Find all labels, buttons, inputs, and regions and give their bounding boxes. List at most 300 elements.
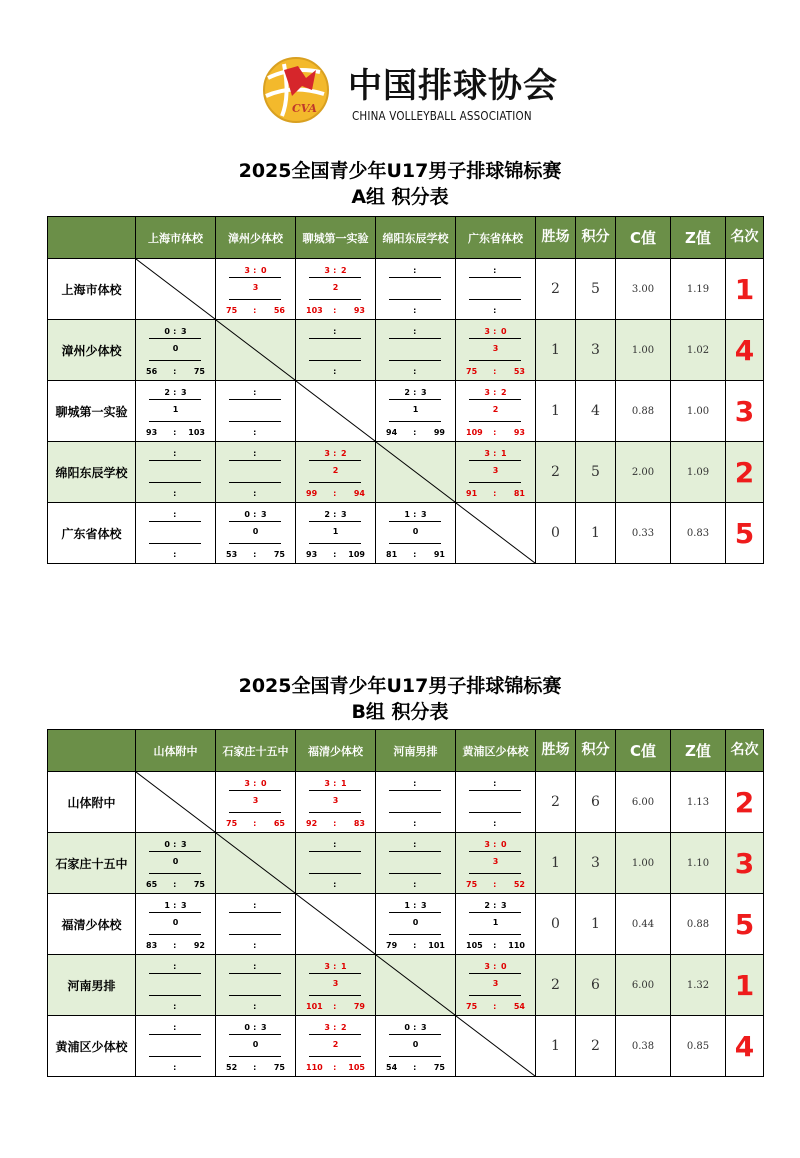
score-separator: : xyxy=(413,1023,417,1032)
score-separator: : xyxy=(333,306,337,315)
z-value: 0.88 xyxy=(671,894,726,955)
points-scored: 110 xyxy=(306,1063,323,1072)
match-score xyxy=(216,772,295,832)
score-separator: : xyxy=(173,510,177,519)
score-separator: : xyxy=(413,880,417,889)
rally-points xyxy=(296,1063,375,1073)
match-score xyxy=(376,381,455,441)
match-points: 2 xyxy=(492,405,499,414)
diagonal-line xyxy=(456,1016,535,1076)
org-name-cn: 中国排球协会 xyxy=(348,66,558,106)
divider-line xyxy=(149,338,201,339)
score-separator: : xyxy=(493,901,497,910)
divider-line xyxy=(229,399,281,400)
divider-line xyxy=(149,912,201,913)
rally-points xyxy=(456,367,535,377)
points-scored: 75 xyxy=(466,367,478,376)
score-separator: : xyxy=(333,1063,337,1072)
set-score xyxy=(376,266,455,276)
divider-line xyxy=(309,995,361,996)
score-separator: : xyxy=(493,819,497,828)
score-separator: : xyxy=(413,550,417,559)
rally-points xyxy=(216,489,295,499)
sets-won: 3 xyxy=(484,388,490,397)
match-score-cell xyxy=(456,259,536,320)
divider-line xyxy=(389,873,441,874)
set-score xyxy=(216,962,295,972)
score-separator: : xyxy=(333,1023,337,1032)
match-score xyxy=(216,442,295,502)
score-separator: : xyxy=(493,941,497,950)
diagonal-line xyxy=(456,503,535,563)
match-score-cell xyxy=(296,320,376,381)
z-value: 1.19 xyxy=(671,259,726,320)
match-points: 0 xyxy=(412,918,419,927)
sets-won: 3 xyxy=(324,779,330,788)
self-match-cell xyxy=(376,955,456,1016)
score-separator: : xyxy=(173,840,177,849)
points-scored: 103 xyxy=(306,306,323,315)
divider-line xyxy=(309,338,361,339)
score-separator: : xyxy=(253,266,257,275)
points-scored: 81 xyxy=(386,550,398,559)
points-conceded: 103 xyxy=(188,428,205,437)
set-score xyxy=(136,510,215,520)
self-match-cell xyxy=(216,320,296,381)
match-score xyxy=(376,833,455,893)
match-score-cell xyxy=(136,320,216,381)
sets-lost: 3 xyxy=(181,388,187,397)
column-header-team: 福清少体校 xyxy=(296,730,376,772)
set-score xyxy=(136,840,215,850)
sets-won: 2 xyxy=(324,510,330,519)
c-value: 2.00 xyxy=(616,442,671,503)
c-value: 0.38 xyxy=(616,1016,671,1077)
self-match-cell xyxy=(136,772,216,833)
volleyball-logo-icon xyxy=(262,56,330,124)
match-score xyxy=(136,320,215,380)
match-score-cell xyxy=(136,833,216,894)
match-score xyxy=(376,503,455,563)
c-value: 6.00 xyxy=(616,955,671,1016)
match-score-cell xyxy=(296,503,376,564)
table-row xyxy=(48,503,764,564)
row-team-name: 聊城第一实验 xyxy=(48,381,136,442)
diagonal-line xyxy=(296,381,375,441)
row-team-name: 漳州少体校 xyxy=(48,320,136,381)
divider-line xyxy=(229,460,281,461)
rally-points xyxy=(296,306,375,316)
rally-points xyxy=(216,428,295,438)
rally-points xyxy=(296,1002,375,1012)
match-points: 0 xyxy=(252,1040,259,1049)
rally-points xyxy=(216,1002,295,1012)
score-separator: : xyxy=(333,840,337,849)
sets-won: 0 xyxy=(164,840,170,849)
match-score xyxy=(136,381,215,441)
set-score xyxy=(136,1023,215,1033)
sets-lost: 0 xyxy=(501,327,507,336)
set-score xyxy=(456,266,535,276)
points-conceded: 54 xyxy=(513,1002,525,1011)
divider-line xyxy=(149,399,201,400)
set-score xyxy=(136,327,215,337)
column-header-team: 广东省体校 xyxy=(456,217,536,259)
match-score-cell xyxy=(456,772,536,833)
match-score-cell xyxy=(296,259,376,320)
column-header-points: 积分 xyxy=(576,217,616,259)
match-score xyxy=(456,259,535,319)
rally-points xyxy=(456,306,535,316)
divider-line xyxy=(229,934,281,935)
set-score xyxy=(376,901,455,911)
set-score xyxy=(296,840,375,850)
set-score xyxy=(216,449,295,459)
rally-points xyxy=(136,550,215,560)
divider-line xyxy=(309,460,361,461)
set-score xyxy=(456,449,535,459)
divider-line xyxy=(469,873,521,874)
group-a-subtitle: A组 积分表 xyxy=(351,186,449,208)
sets-lost: 0 xyxy=(261,779,267,788)
rank-value: 1 xyxy=(726,955,764,1016)
points-conceded: 52 xyxy=(513,880,525,889)
sets-lost: 0 xyxy=(501,962,507,971)
rank-value: 5 xyxy=(726,503,764,564)
rank-value: 4 xyxy=(726,1016,764,1077)
match-score xyxy=(216,1016,295,1076)
points-value: 1 xyxy=(576,894,616,955)
divider-line xyxy=(389,812,441,813)
score-separator: : xyxy=(173,367,177,376)
sets-lost: 3 xyxy=(421,510,427,519)
divider-line xyxy=(149,1056,201,1057)
points-conceded: 75 xyxy=(273,1063,285,1072)
divider-line xyxy=(229,1056,281,1057)
divider-line xyxy=(389,934,441,935)
divider-line xyxy=(469,973,521,974)
divider-line xyxy=(229,521,281,522)
sets-won: 3 xyxy=(484,840,490,849)
z-value: 1.10 xyxy=(671,833,726,894)
c-value: 1.00 xyxy=(616,320,671,381)
rally-points xyxy=(456,941,535,951)
match-score xyxy=(456,772,535,832)
divider-line xyxy=(309,360,361,361)
match-score xyxy=(136,1016,215,1076)
column-header-rank: 名次 xyxy=(726,217,764,259)
column-header-team: 上海市体校 xyxy=(136,217,216,259)
points-conceded: 99 xyxy=(433,428,445,437)
match-points: 2 xyxy=(332,283,339,292)
score-separator: : xyxy=(413,819,417,828)
match-points: 2 xyxy=(332,466,339,475)
points-scored: 56 xyxy=(146,367,158,376)
match-score xyxy=(216,503,295,563)
match-points: 3 xyxy=(492,857,499,866)
sets-lost: 3 xyxy=(181,327,187,336)
divider-line xyxy=(469,360,521,361)
column-header-c-value: C值 xyxy=(616,217,671,259)
points-scored: 93 xyxy=(306,550,318,559)
column-header-team: 石家庄十五中 xyxy=(216,730,296,772)
match-score xyxy=(296,955,375,1015)
score-separator: : xyxy=(493,367,497,376)
rally-points xyxy=(136,1063,215,1073)
column-header-team: 黄浦区少体校 xyxy=(456,730,536,772)
points-scored: 75 xyxy=(466,880,478,889)
score-separator: : xyxy=(173,901,177,910)
match-score xyxy=(296,772,375,832)
sets-lost: 1 xyxy=(341,779,347,788)
score-separator: : xyxy=(493,306,497,315)
table-row xyxy=(48,442,764,503)
score-separator: : xyxy=(173,1063,177,1072)
column-header-wins: 胜场 xyxy=(536,217,576,259)
score-separator: : xyxy=(333,327,337,336)
points-conceded: 92 xyxy=(193,941,205,950)
z-value: 1.32 xyxy=(671,955,726,1016)
sets-lost: 3 xyxy=(261,510,267,519)
group-b-subtitle: B组 积分表 xyxy=(351,701,449,723)
points-value: 3 xyxy=(576,833,616,894)
match-points: 3 xyxy=(332,979,339,988)
divider-line xyxy=(389,1034,441,1035)
set-score xyxy=(376,840,455,850)
rank-value: 4 xyxy=(726,320,764,381)
match-score-cell xyxy=(216,259,296,320)
score-separator: : xyxy=(253,306,257,315)
divider-line xyxy=(229,543,281,544)
score-separator: : xyxy=(253,1063,257,1072)
set-score xyxy=(376,1023,455,1033)
score-separator: : xyxy=(173,489,177,498)
column-header-team: 山体附中 xyxy=(136,730,216,772)
points-scored: 52 xyxy=(226,1063,238,1072)
group-b-title-block xyxy=(0,673,800,725)
rank-value: 1 xyxy=(726,259,764,320)
score-separator: : xyxy=(173,550,177,559)
points-conceded: 79 xyxy=(353,1002,365,1011)
match-score xyxy=(296,259,375,319)
divider-line xyxy=(229,482,281,483)
set-score xyxy=(376,779,455,789)
match-score xyxy=(216,259,295,319)
rally-points xyxy=(456,428,535,438)
divider-line xyxy=(389,851,441,852)
rally-points xyxy=(376,819,455,829)
table-row xyxy=(48,833,764,894)
rally-points xyxy=(136,1002,215,1012)
divider-line xyxy=(309,543,361,544)
header-row xyxy=(48,217,764,259)
points-conceded: 65 xyxy=(273,819,285,828)
rally-points xyxy=(296,550,375,560)
sets-lost: 3 xyxy=(181,901,187,910)
score-separator: : xyxy=(333,962,337,971)
score-separator: : xyxy=(253,550,257,559)
divider-line xyxy=(389,1056,441,1057)
table-row xyxy=(48,1016,764,1077)
divider-line xyxy=(389,299,441,300)
divider-line xyxy=(469,995,521,996)
table-row xyxy=(48,894,764,955)
match-score xyxy=(376,320,455,380)
row-team-name: 山体附中 xyxy=(48,772,136,833)
divider-line xyxy=(149,360,201,361)
match-score-cell xyxy=(296,955,376,1016)
wins-value: 2 xyxy=(536,442,576,503)
set-score xyxy=(456,388,535,398)
match-points: 3 xyxy=(492,344,499,353)
divider-line xyxy=(149,934,201,935)
points-value: 6 xyxy=(576,772,616,833)
z-value: 1.13 xyxy=(671,772,726,833)
diagonal-line xyxy=(376,955,455,1015)
sets-won: 3 xyxy=(324,449,330,458)
sets-lost: 0 xyxy=(261,266,267,275)
set-score xyxy=(296,449,375,459)
rally-points xyxy=(376,880,455,890)
row-team-name: 上海市体校 xyxy=(48,259,136,320)
divider-line xyxy=(389,338,441,339)
divider-line xyxy=(389,360,441,361)
divider-line xyxy=(389,790,441,791)
divider-line xyxy=(389,521,441,522)
points-scored: 94 xyxy=(386,428,398,437)
sets-won: 3 xyxy=(324,266,330,275)
score-separator: : xyxy=(493,840,497,849)
divider-line xyxy=(309,790,361,791)
z-value: 1.02 xyxy=(671,320,726,381)
z-value: 1.09 xyxy=(671,442,726,503)
group-b-standings-table xyxy=(47,729,764,1077)
points-conceded: 101 xyxy=(428,941,445,950)
cva-logo xyxy=(262,56,558,126)
divider-line xyxy=(389,543,441,544)
z-value: 0.83 xyxy=(671,503,726,564)
sets-lost: 3 xyxy=(181,840,187,849)
set-score xyxy=(136,388,215,398)
points-value: 5 xyxy=(576,442,616,503)
score-separator: : xyxy=(413,901,417,910)
sets-lost: 3 xyxy=(261,1023,267,1032)
set-score xyxy=(296,1023,375,1033)
sets-won: 3 xyxy=(484,962,490,971)
group-a-title-block xyxy=(0,158,800,210)
points-conceded: 93 xyxy=(513,428,525,437)
logo-badge-text: CVA xyxy=(292,102,317,115)
points-scored: 109 xyxy=(466,428,483,437)
sets-lost: 2 xyxy=(341,1023,347,1032)
set-score xyxy=(216,510,295,520)
match-score xyxy=(456,320,535,380)
sets-won: 0 xyxy=(404,1023,410,1032)
points-value: 3 xyxy=(576,320,616,381)
c-value: 6.00 xyxy=(616,772,671,833)
column-header-rank: 名次 xyxy=(726,730,764,772)
wins-value: 2 xyxy=(536,259,576,320)
rally-points xyxy=(296,819,375,829)
sets-lost: 2 xyxy=(341,266,347,275)
wins-value: 0 xyxy=(536,503,576,564)
match-score-cell xyxy=(376,1016,456,1077)
row-team-name: 河南男排 xyxy=(48,955,136,1016)
points-conceded: 81 xyxy=(513,489,525,498)
match-score xyxy=(376,772,455,832)
sets-lost: 3 xyxy=(421,901,427,910)
score-separator: : xyxy=(413,266,417,275)
match-points: 1 xyxy=(172,405,179,414)
self-match-cell xyxy=(136,259,216,320)
divider-line xyxy=(229,912,281,913)
sets-won: 1 xyxy=(404,901,410,910)
wins-value: 2 xyxy=(536,955,576,1016)
points-scored: 65 xyxy=(146,880,158,889)
set-score xyxy=(296,962,375,972)
sets-lost: 2 xyxy=(501,388,507,397)
score-separator: : xyxy=(333,1002,337,1011)
self-match-cell xyxy=(456,503,536,564)
set-score xyxy=(296,510,375,520)
divider-line xyxy=(149,851,201,852)
sets-won: 3 xyxy=(324,962,330,971)
score-separator: : xyxy=(413,840,417,849)
score-separator: : xyxy=(333,266,337,275)
set-score xyxy=(376,388,455,398)
self-match-cell xyxy=(216,833,296,894)
set-score xyxy=(456,901,535,911)
match-points: 3 xyxy=(252,796,259,805)
score-separator: : xyxy=(253,1023,257,1032)
match-points: 0 xyxy=(412,1040,419,1049)
divider-line xyxy=(389,399,441,400)
table-row xyxy=(48,955,764,1016)
divider-line xyxy=(469,934,521,935)
match-score-cell xyxy=(456,833,536,894)
c-value: 0.88 xyxy=(616,381,671,442)
divider-line xyxy=(309,873,361,874)
score-separator: : xyxy=(253,388,257,397)
points-conceded: 110 xyxy=(508,941,525,950)
points-scored: 75 xyxy=(226,306,238,315)
match-score-cell xyxy=(216,442,296,503)
score-separator: : xyxy=(413,306,417,315)
match-score xyxy=(136,955,215,1015)
score-separator: : xyxy=(493,266,497,275)
diagonal-line xyxy=(216,833,295,893)
rank-value: 2 xyxy=(726,442,764,503)
divider-line xyxy=(309,277,361,278)
score-separator: : xyxy=(493,962,497,971)
score-separator: : xyxy=(253,489,257,498)
divider-line xyxy=(149,543,201,544)
rally-points xyxy=(376,1063,455,1073)
rally-points xyxy=(376,550,455,560)
c-value: 3.00 xyxy=(616,259,671,320)
score-separator: : xyxy=(173,388,177,397)
rally-points xyxy=(376,941,455,951)
match-points: 0 xyxy=(172,918,179,927)
row-team-name: 绵阳东辰学校 xyxy=(48,442,136,503)
column-header-team: 漳州少体校 xyxy=(216,217,296,259)
corner-cell xyxy=(48,730,136,772)
set-score xyxy=(456,962,535,972)
points-scored: 53 xyxy=(226,550,238,559)
match-score xyxy=(456,381,535,441)
score-separator: : xyxy=(413,1063,417,1072)
match-points: 0 xyxy=(252,527,259,536)
